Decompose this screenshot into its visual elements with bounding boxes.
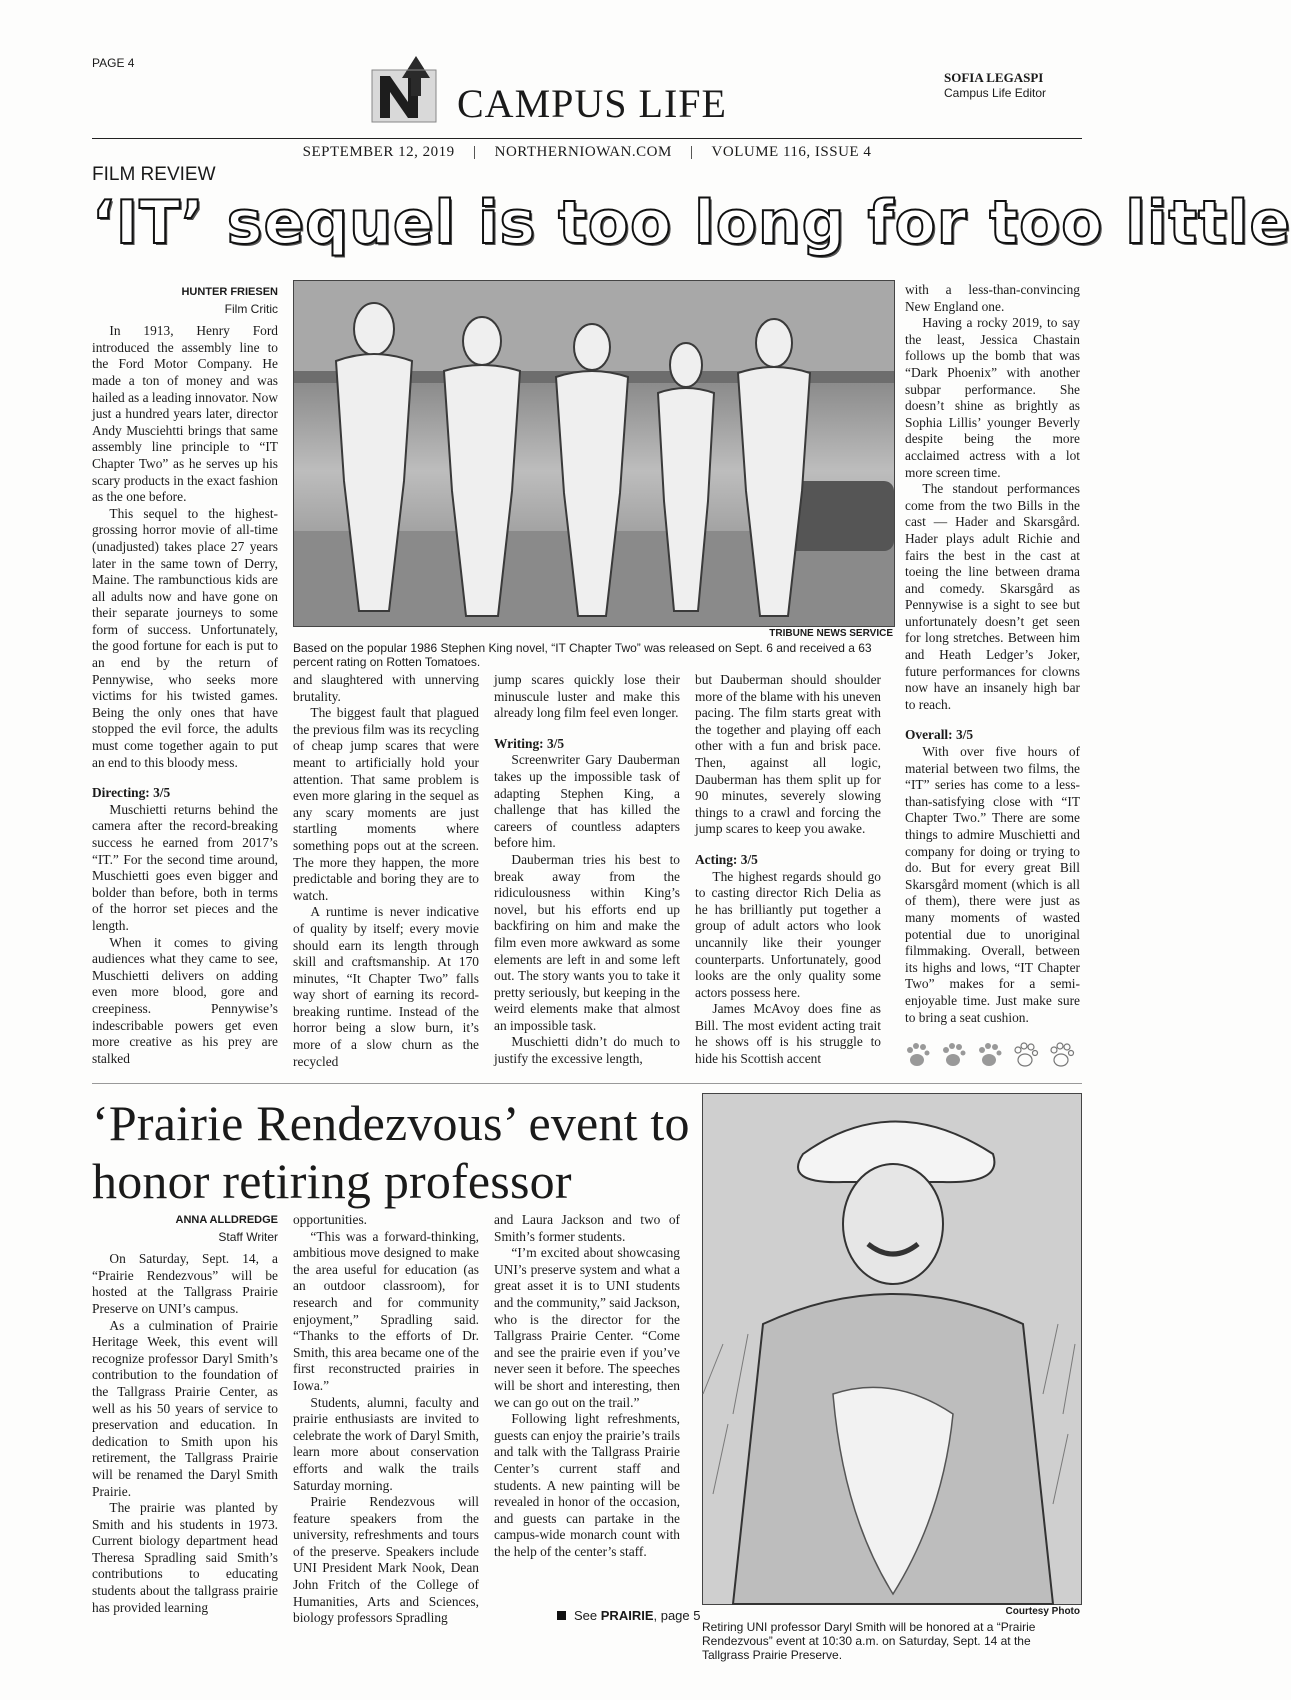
volume-issue: VOLUME 116, ISSUE 4 [711, 144, 872, 160]
editor-title: Campus Life Editor [944, 86, 1047, 100]
paragraph: The highest regards should go to casting director Rich Delia as he has brilliantly put together a group of adult actors who look uncannily like their younger counterparts. Unfortunately, good looks are the only quality some actors possess here. [695, 868, 881, 1000]
section-heading: Acting: 3/5 [695, 851, 758, 867]
article-column-1 [92, 284, 278, 1067]
paragraph: On Saturday, Sept. 14, a “Prairie Rendezvous” will be hosted at the Tallgrass Prairie Preserve on UNI’s campus. [92, 1251, 278, 1316]
paragraph: Having a rocky 2019, to say the least, Jessica Chastain follows up the bomb that was “Dark Phoenix” with another subpar performance. She doesn’t shine as brightly as Sophia Lillis’ younger Beverly despite being the more acclaimed actress with a lot more screen time. [905, 315, 1080, 480]
jump-reference[interactable] [557, 1608, 701, 1623]
paragraph: Muschietti returns behind the camera after the record-breaking success he earned from 2017’s “IT.” For the second time around, Muschietti goes even bigger and bolder than before, both in terms of the horror set pieces and the length. [92, 801, 278, 933]
section-heading: Directing: 3/5 [92, 785, 171, 801]
byline-name: HUNTER FRIESEN [181, 286, 278, 298]
professor-photo [702, 1093, 1082, 1605]
paragraph: opportunities. [293, 1212, 368, 1227]
paragraph: The standout performances come from the two Bills in the cast — Hader and Skarsgård. Hader plays adult Richie and fairs the best in the cast at toeing the line between drama and comedy. Skarsgård as Pennywise is a sight to see but unfortunately doesn’t get seen for long stretches. Between him and Heath Ledger’s Joker, future performances for clowns now have an insanely high bar to reach. [905, 481, 1080, 712]
paragraph: In 1913, Henry Ford introduced the assembly line to the Ford Motor Company. He made a ton of money and was hailed as a leading innovator. Now just a hundred years later, director Andy Musciehtti brings that same assembly line principle to “IT Chapter Two” as he serves up his scary products in the exact fashion as the one before. [92, 323, 278, 505]
article-column-3 [494, 672, 680, 1068]
paragraph: jump scares quickly lose their minuscule luster and make this already long film feel even longer. [494, 672, 680, 721]
article-kicker: FILM REVIEW [92, 164, 216, 185]
paragraph: James McAvoy does fine as Bill. The most evident acting trait he shows off is his struggle to hide his Scottish accent [695, 1001, 881, 1067]
section-title: CAMPUS LIFE [457, 81, 727, 126]
cast-photo-illustration [294, 281, 894, 626]
paragraph: “I’m excited about showcasing UNI’s preserve system and what a great asset it is to UNI students and the community,” said Jackson, who is the director for the Tallgrass Prairie Center. “Come and see the prairie even if you’ve never seen it before. The speeches will be short and interesting, then we can go out on the trail.” [494, 1245, 680, 1410]
paragraph: The prairie was planted by Smith and his students in 1973. Current biology department head Theresa Spradling said Smith’s contributions to educating students about the tallgrass prairie has provided learning [92, 1500, 278, 1615]
article-column-2 [293, 672, 479, 1070]
masthead-rule [92, 138, 1082, 139]
byline-role: Staff Writer [218, 1229, 278, 1244]
paw-prints-icon [905, 1038, 1080, 1072]
paragraph: Dauberman tries his best to break away from the ridiculousness within King’s novel, but his efforts end up backfiring on him and make the film even more awkward as some elements are left in and some left out. The story wants you to take it pretty seriously, but keeping in the weird elements make that almost an impossible task. [494, 851, 680, 1033]
article-headline: ‘IT’ sequel is too long for too little [92, 188, 1291, 258]
paragraph: When it comes to giving audiences what they came to see, Muschietti delivers on adding even more blood, gore and creepiness. Pennywise’s indescribable powers get even more creative as his prey are stalked [92, 934, 278, 1066]
article-column-4 [695, 672, 881, 1068]
jump-page: , page 5 [653, 1608, 701, 1623]
paragraph: This sequel to the highest-grossing horror movie of all-time (unadjusted) takes place 27 years later in the same town of Derry, Maine. The rambunctious kids are all adults now and have gone on their separate journeys to some form of success. Unfortunately, the good fortune for each is put to an end by the return of Pennywise, who seeks more victims for his twisted games. Being the only ones that have stopped the evil force, the adults must come together again to put an end to this bloody mess. [92, 505, 278, 770]
paragraph: Screenwriter Gary Dauberman takes up the impossible task of adapting Stephen King, a challenge that has killed the careers of countless adapters before him. [494, 752, 680, 851]
paragraph: but Dauberman should shoulder more of the blame with his uneven pacing. The film starts great with the together and playing off each other with a fun and brisk pace. Then, against all logic, Dauberman has them split up for 90 minutes, severely slowing things to a crawl and forcing the jump scares to keep you awake. [695, 672, 881, 837]
article-column-1 [92, 1212, 278, 1616]
photo-caption: Retiring UNI professor Daryl Smith will be honored at a “Prairie Rendezvous” event at 10:30 a.m. on Saturday, Sept. 14 at the Tallgrass Prairie Preserve. [702, 1620, 1036, 1662]
paragraph: The biggest fault that plagued the previous film was its recycling of cheap jump scares that were meant to artificially hold your attention. That same problem is even more glaring in the sequel as any scary moments are just startling moments where something pops out at the screen. The more they happen, the more predictable and boring they are to watch. [293, 705, 479, 903]
photo-credit-wrap [702, 1606, 1080, 1617]
dateline-separator: | [472, 144, 477, 160]
paragraph: A runtime is never indicative of quality by itself; every movie should earn its length through skill and craftsmanship. At 170 minutes, “It Chapter Two” falls way short of earning its record-breaking runtime. Instead of the horror being a slow burn, it’s more of a slow churn as the recycled [293, 904, 479, 1069]
northern-iowan-logo [372, 56, 436, 122]
paragraph: “This was a forward-thinking, ambitious move designed to make the area useful for education (as an outdoor classroom), for research and for community enjoyment,” Spradling said. “Thanks to the efforts of Dr. Smith, this area became one of the first reconstructed prairies in Iowa.” [293, 1228, 479, 1393]
byline-role: Film Critic [224, 301, 278, 316]
article-headline: ‘Prairie Rendezvous’ event to honor retiring professor [92, 1095, 690, 1209]
article-column-2 [293, 1212, 479, 1627]
article-column-5 [905, 282, 1080, 1026]
section-heading: Writing: 3/5 [494, 735, 565, 751]
professor-photo-illustration [703, 1094, 1081, 1604]
paragraph: Muschietti didn’t do much to justify the excessive length, [494, 1034, 680, 1067]
bullet-square-icon [557, 1611, 566, 1620]
issue-date: SEPTEMBER 12, 2019 [302, 144, 455, 160]
paragraph: As a culmination of Prairie Heritage Week, this event will recognize professor Daryl Smith’s contribution to the foundation of the Tallgrass Prairie Center, as well as his 50 years of service to preservation and education. In dedication to Smith upon his retirement, the Tallgrass Prairie will be renamed the Daryl Smith Prairie. [92, 1317, 278, 1499]
article-column-3 [494, 1212, 680, 1560]
paragraph: with a less-than-convincing New England one. [905, 282, 1080, 314]
jump-prefix: See [574, 1608, 598, 1623]
jump-keyword: PRAIRIE [600, 1608, 654, 1623]
paragraph: Following light refreshments, guests can enjoy the prairie’s trails and talk with the Tallgrass Prairie Center’s current staff and students. A new painting will be revealed in honor of the occasion, and guests can partake in the campus-wide monarch count with the help of the center’s staff. [494, 1411, 680, 1559]
section-heading: Overall: 3/5 [905, 727, 974, 743]
editor-name: SOFIA LEGASPI [944, 70, 1044, 85]
paragraph: With over five hours of material between two films, the “IT” series has come to a less-than-satisfying close with “IT Chapter Two.” There are some things to admire Muschietti and company for doing or trying to do. But for every great Bill Skarsgård moment (which is all of them), there were just as many moments of wasted potential due to unoriginal filmmaking. Overall, between its highs and lows, “IT Chapter Two” makes for a semi-enjoyable time. Just make sure to bring a seat cushion. [905, 744, 1080, 1025]
story-divider [92, 1083, 1082, 1084]
paragraph: Prairie Rendezvous will feature speakers from the university, refreshments and tours of the preserve. Speakers include UNI President Mark Nook, Dean John Fritch of the College of Humanities, Arts and Sciences, biology professors Spradling [293, 1494, 479, 1626]
photo-credit: TRIBUNE NEWS SERVICE [769, 628, 893, 639]
photo-credit: Courtesy Photo [1005, 1606, 1080, 1617]
paragraph: and Laura Jackson and two of Smith’s former students. [494, 1212, 680, 1244]
photo-caption: Based on the popular 1986 Stephen King novel, “IT Chapter Two” was released on Sept. 6 and received a 63 percent rating on Rotten Tomatoes. [293, 641, 872, 669]
byline-name: ANNA ALLDREDGE [175, 1214, 278, 1226]
photo-credit-wrap [293, 628, 893, 639]
paragraph: Students, alumni, faculty and prairie enthusiasts are invited to celebrate the work of Daryl Smith, learn more about conservation efforts and walk the trails Saturday morning. [293, 1394, 479, 1493]
website: NORTHERNIOWAN.COM [494, 144, 672, 160]
page-number: PAGE 4 [92, 56, 135, 70]
film-still-photo [293, 280, 895, 627]
dateline [92, 144, 1082, 161]
dateline-separator: | [690, 144, 694, 160]
paragraph: and slaughtered with unnerving brutality. [293, 672, 479, 704]
